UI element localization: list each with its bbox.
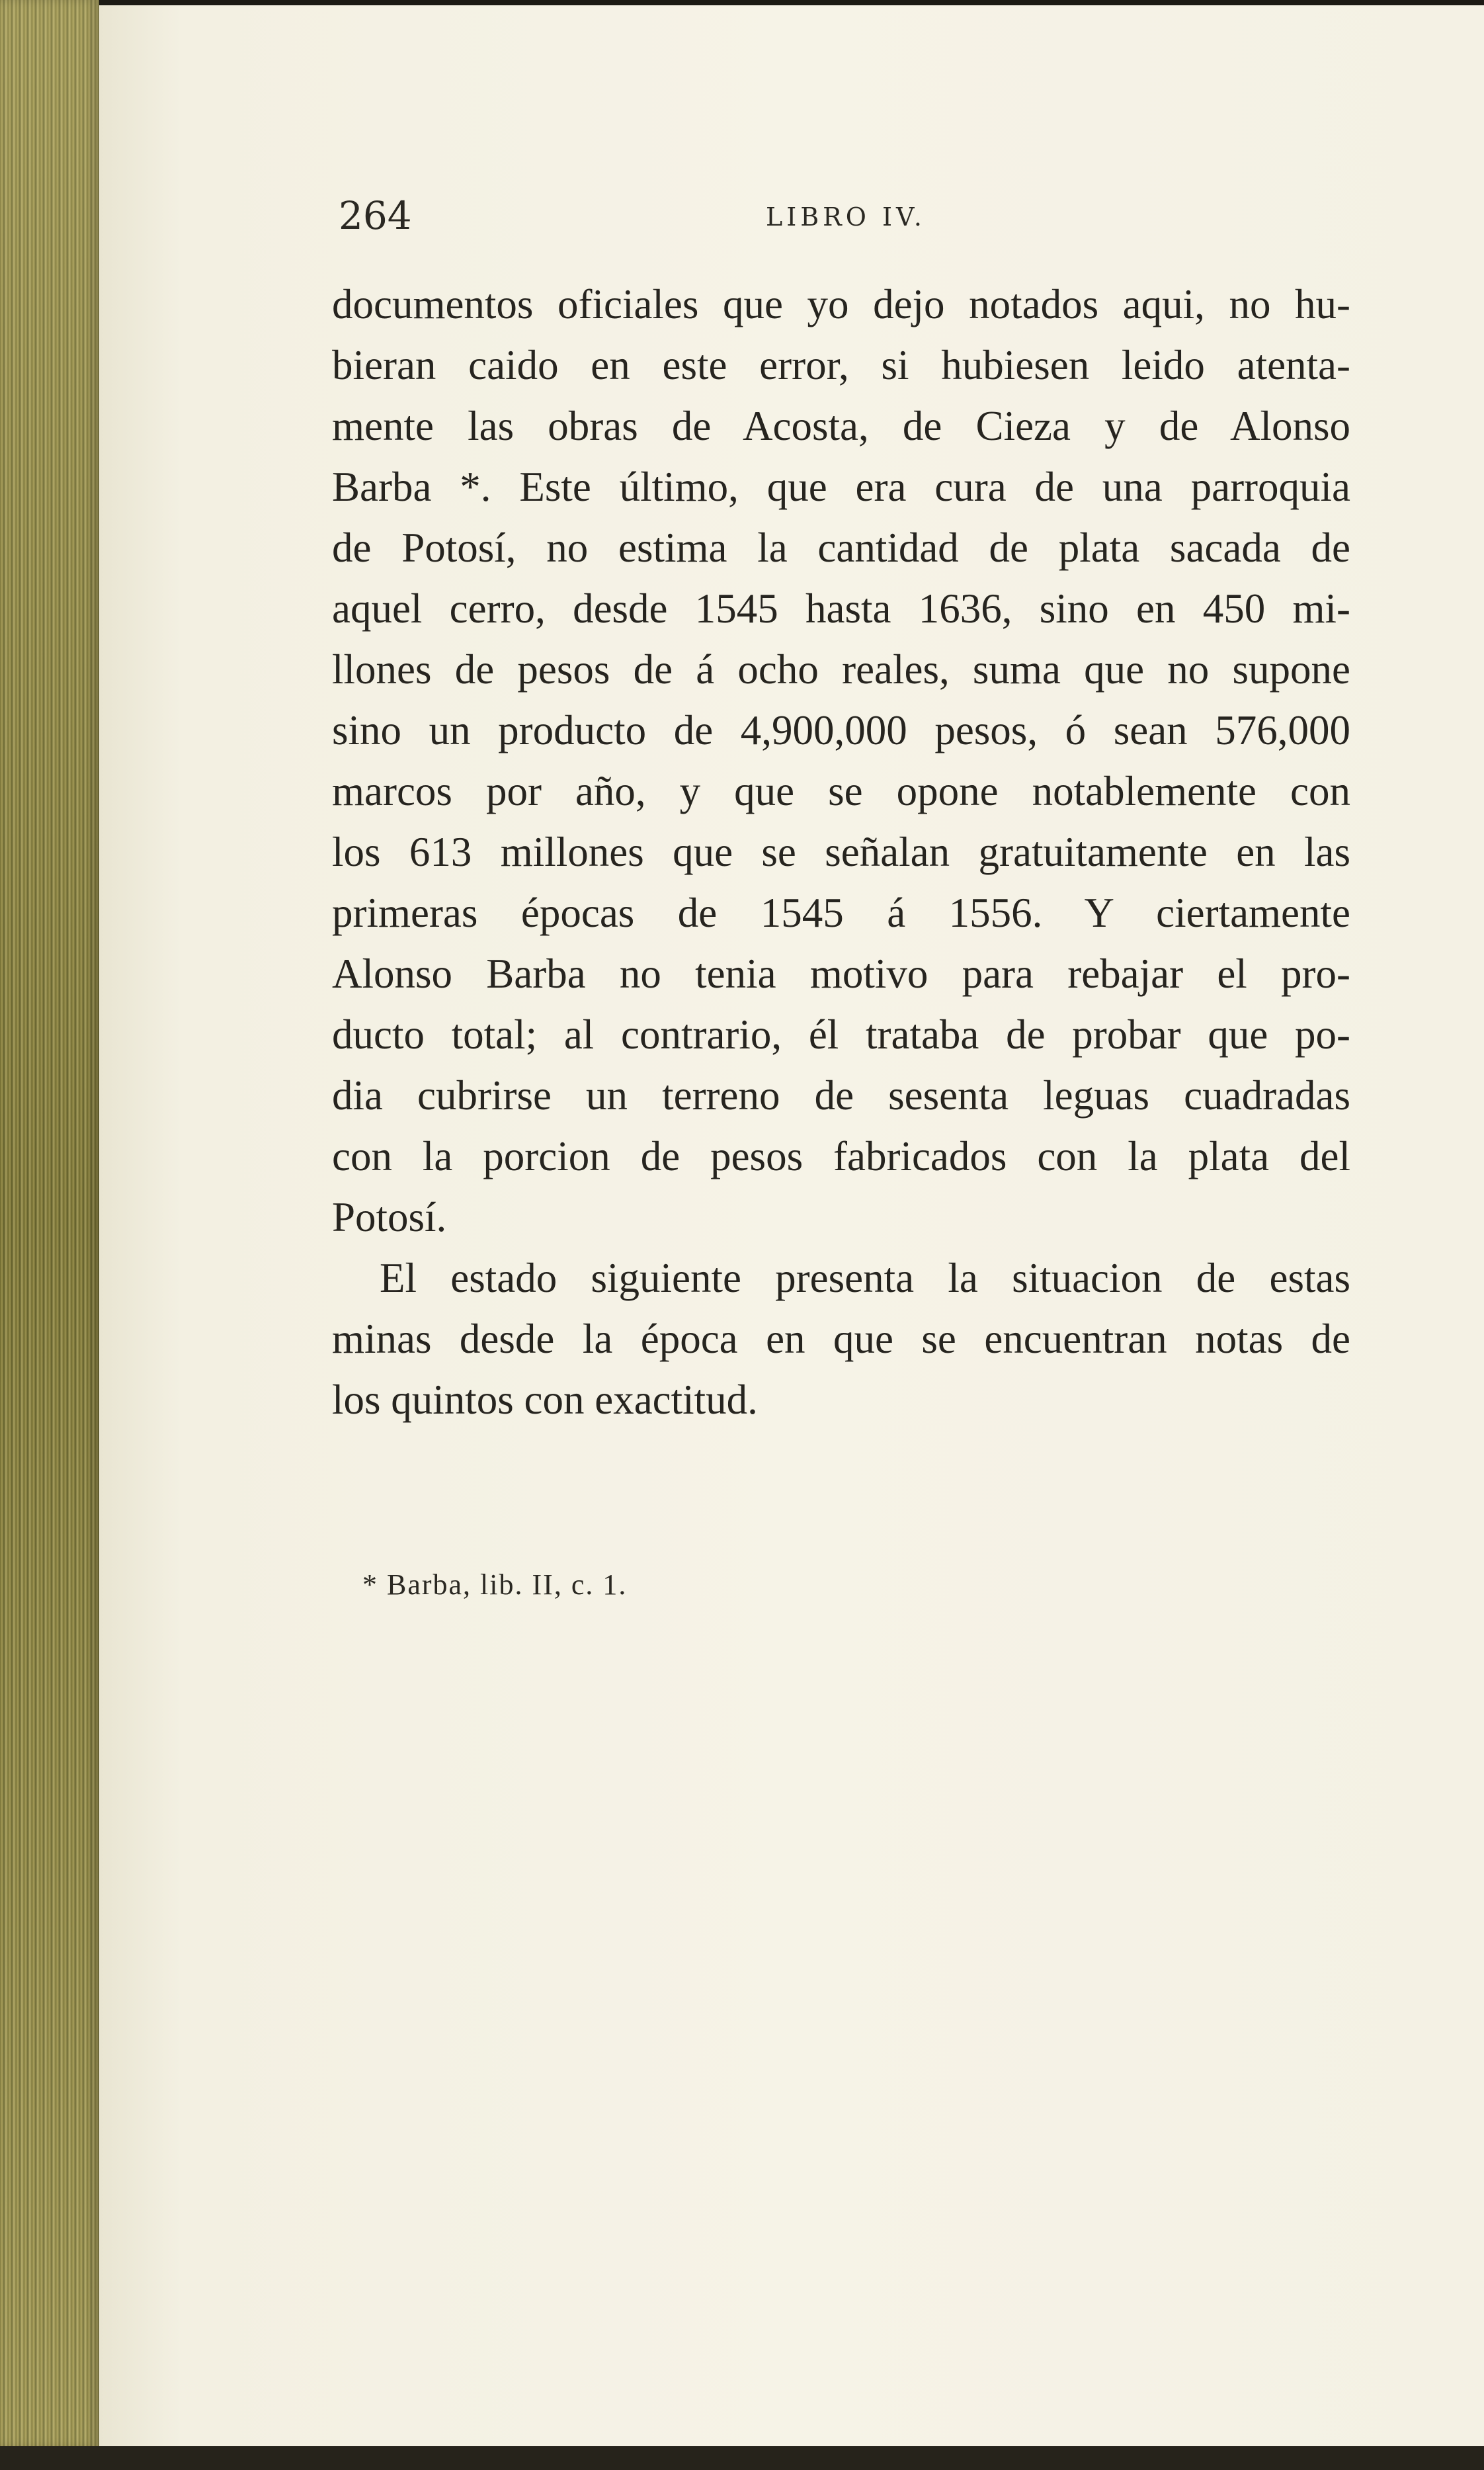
text-line: marcos por año, y que se opone notablemente con [332, 768, 1350, 814]
text-line: mente las obras de Acosta, de Cieza y de Alonso [332, 403, 1350, 449]
scan-bottom-edge [0, 2446, 1484, 2470]
text-line: minas desde la época en que se encuentran notas de [332, 1316, 1350, 1362]
text-line: El estado siguiente presenta la situacion de estas [380, 1255, 1350, 1301]
text-line: primeras épocas de 1545 á 1556. Y ciertamente [332, 890, 1350, 936]
text-line: sino un producto de 4,900,000 pesos, ó sean 576,000 [332, 707, 1350, 753]
text-line: Barba *. Este último, que era cura de una parroquia [332, 464, 1350, 510]
text-line: Alonso Barba no tenia motivo para rebajar el pro- [332, 951, 1350, 997]
body-text [332, 274, 1350, 1430]
footnote: * Barba, lib. II, c. 1. [362, 1568, 628, 1601]
running-head-title: LIBRO IV. [766, 202, 926, 232]
page-number: 264 [339, 193, 412, 238]
text-line: ducto total; al contrario, él trataba de probar que po- [332, 1011, 1350, 1058]
text-line: aquel cerro, desde 1545 hasta 1636, sino en 450 mi- [332, 585, 1350, 632]
text-line: de Potosí, no estima la cantidad de plata sacada de [332, 525, 1350, 571]
text-line: documentos oficiales que yo dejo notados aqui, no hu- [332, 281, 1350, 327]
text-line: los 613 millones que se señalan gratuitamente en las [332, 829, 1350, 875]
text-line: los quintos con exactitud. [332, 1377, 758, 1423]
text-line: Potosí. [332, 1194, 447, 1240]
paragraph-1 [332, 274, 1350, 1248]
book-fore-edge [0, 0, 99, 2448]
running-head [0, 193, 1484, 246]
text-line: llones de pesos de á ocho reales, suma que no supone [332, 646, 1350, 693]
text-line: bieran caido en este error, si hubiesen leido atenta- [332, 342, 1350, 388]
text-line: dia cubrirse un terreno de sesenta leguas cuadradas [332, 1072, 1350, 1119]
text-line: con la porcion de pesos fabricados con la plata del [332, 1133, 1350, 1179]
paragraph-2 [332, 1248, 1350, 1430]
